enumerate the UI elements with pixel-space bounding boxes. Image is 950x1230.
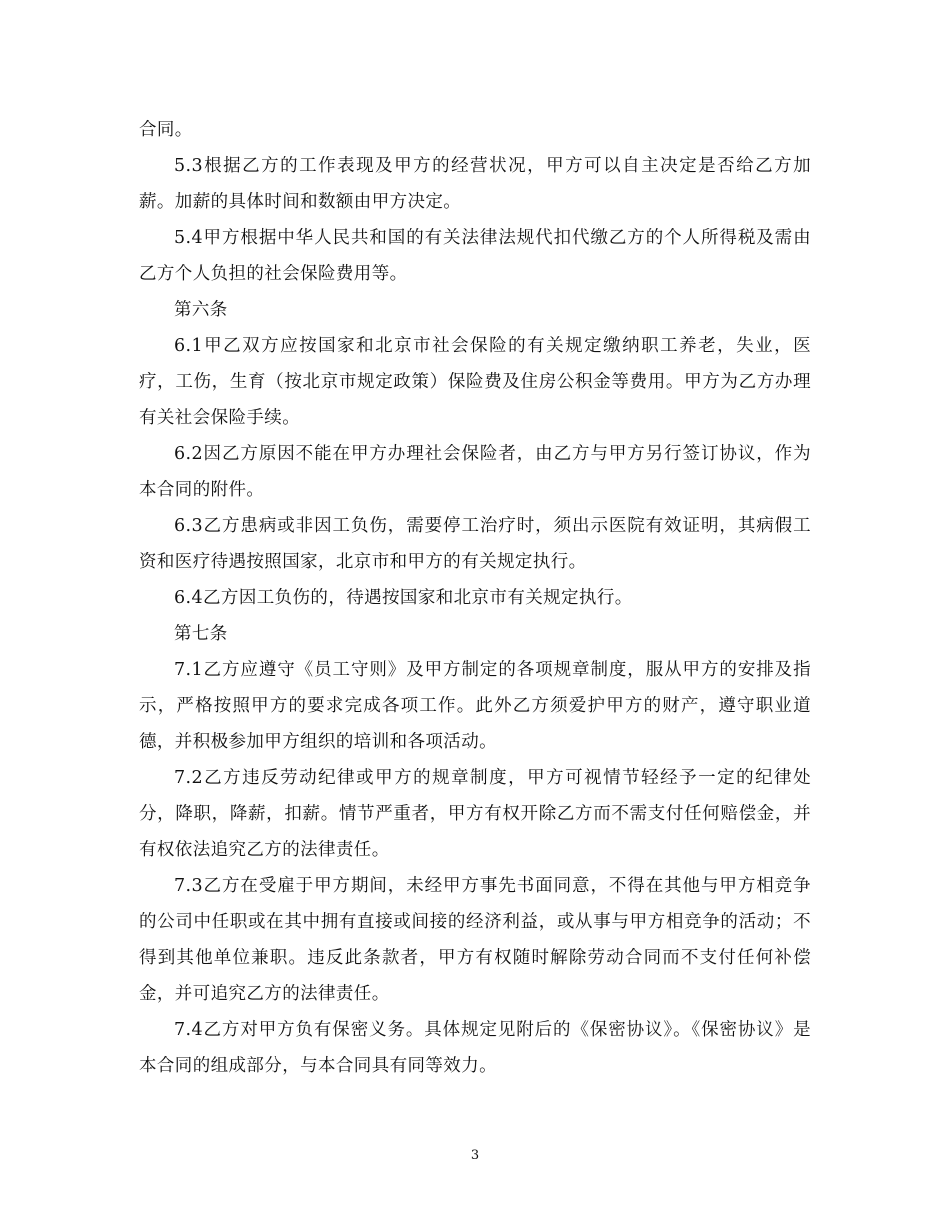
- paragraph: 6.3乙方患病或非因工负伤，需要停工治疗时，须出示医院有效证明，其病假工资和医疗待遇按照国家，北京市和甲方的有关规定执行。: [139, 516, 811, 572]
- paragraph: 7.4乙方对甲方负有保密义务。具体规定见附后的《保密协议》。《保密协议》是本合同的组成部分，与本合同具有同等效力。: [139, 1020, 811, 1076]
- paragraph: 6.4乙方因工负伤的，待遇按国家和北京市有关规定执行。: [174, 588, 633, 608]
- document-body: [139, 112, 811, 1084]
- paragraph: 合同。: [139, 120, 193, 140]
- page-number: 3: [470, 1148, 480, 1163]
- paragraph: 7.2乙方违反劳动纪律或甲方的规章制度，甲方可视情节轻经予一定的纪律处分，降职，降薪，扣薪。情节严重者，甲方有权开除乙方而不需支付任何赔偿金，并有权依法追究乙方的法律责任。: [139, 768, 811, 860]
- paragraph: 7.1乙方应遵守《员工守则》及甲方制定的各项规章制度，服从甲方的安排及指示，严格按照甲方的要求完成各项工作。此外乙方须爱护甲方的财产，遵守职业道德，并积极参加甲方组织的培训和各项活动。: [139, 660, 811, 752]
- section-heading: 第七条: [174, 624, 228, 644]
- paragraph: 6.1甲乙双方应按国家和北京市社会保险的有关规定缴纳职工养老，失业，医疗，工伤，生育（按北京市规定政策）保险费及住房公积金等费用。甲方为乙方办理有关社会保险手续。: [139, 336, 811, 428]
- section-heading: 第六条: [174, 300, 228, 320]
- paragraph: 5.3根据乙方的工作表现及甲方的经营状况，甲方可以自主决定是否给乙方加薪。加薪的具体时间和数额由甲方决定。: [139, 156, 811, 212]
- paragraph: 5.4甲方根据中华人民共和国的有关法律法规代扣代缴乙方的个人所得税及需由乙方个人负担的社会保险费用等。: [139, 228, 811, 284]
- paragraph: 7.3乙方在受雇于甲方期间，未经甲方事先书面同意，不得在其他与甲方相竞争的公司中任职或在其中拥有直接或间接的经济利益，或从事与甲方相竞争的活动；不得到其他单位兼职。违反此条款者，甲方有权随时解除劳动合同而不支付任何补偿金，并可追究乙方的法律责任。: [139, 876, 811, 1004]
- paragraph: 6.2因乙方原因不能在甲方办理社会保险者，由乙方与甲方另行签订协议，作为本合同的附件。: [139, 444, 811, 500]
